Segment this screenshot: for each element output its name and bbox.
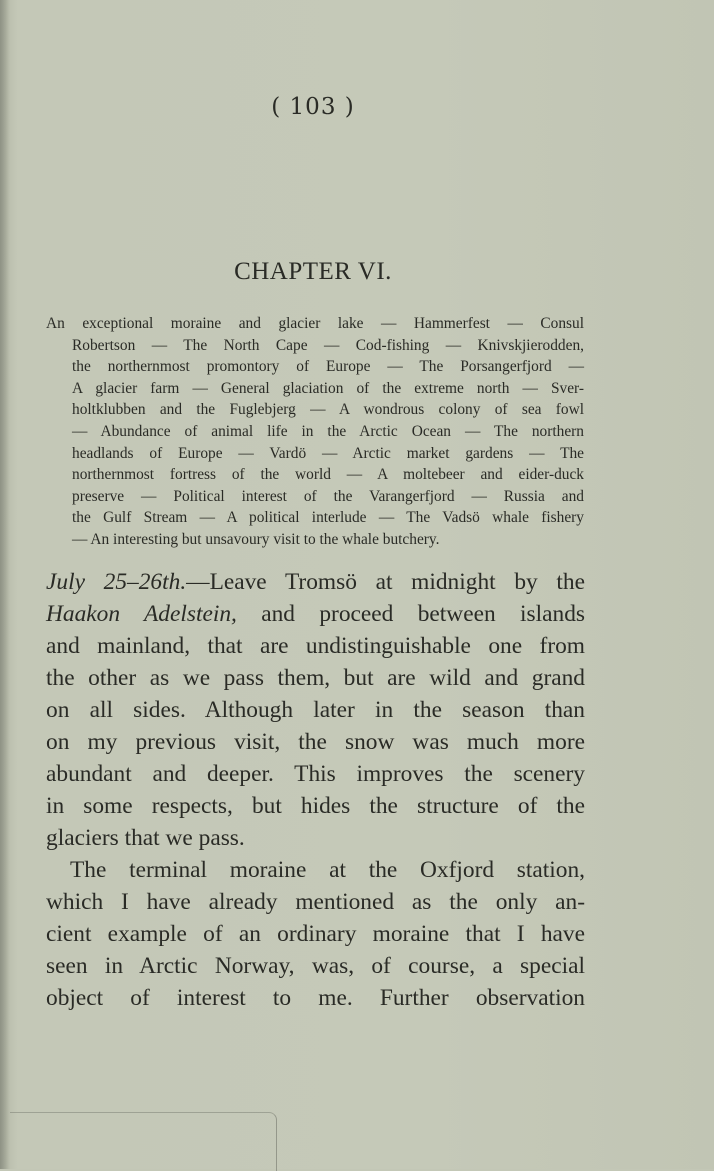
summary-line: northernmost fortress of the world — A moltebeer and eider-duck	[72, 466, 584, 484]
chapter-summary	[46, 313, 584, 551]
body-line: on all sides. Although later in the season than	[46, 697, 585, 723]
body-line-text: —Leave Tromsö at midnight by the	[186, 569, 585, 595]
summary-line: Robertson — The North Cape — Cod-fishing — Knivskjierodden,	[72, 336, 584, 354]
body-line: The terminal moraine at the Oxfjord station,	[70, 857, 585, 883]
body-line: seen in Arctic Norway, was, of course, a special	[46, 953, 585, 979]
body-line: object of interest to me. Further observation	[46, 985, 585, 1011]
page-corner-mark	[10, 1112, 277, 1171]
ship-name: Haakon Adelstein,	[46, 601, 237, 627]
body-line: cient example of an ordinary moraine that I have	[46, 921, 585, 947]
entry-date: July 25–26th.	[46, 569, 187, 595]
body-line: in some respects, but hides the structure of the	[46, 793, 585, 819]
page-number: ( 103 )	[271, 94, 355, 120]
body-line: and mainland, that are undistinguishable one from	[46, 633, 585, 659]
summary-line: the northernmost promontory of Europe — The Porsangerfjord —	[72, 358, 584, 376]
spine-shadow	[0, 0, 10, 1169]
body-line	[46, 598, 585, 630]
body-line: glaciers that we pass.	[46, 825, 245, 851]
body-text	[46, 566, 585, 1014]
summary-line: An exceptional moraine and glacier lake — Hammerfest — Consul	[46, 315, 584, 332]
body-line-text: and proceed between islands	[236, 601, 585, 627]
chapter-title: CHAPTER VI.	[234, 258, 392, 285]
summary-line: A glacier farm — General glaciation of the extreme north — Sver-	[72, 379, 584, 397]
summary-line: the Gulf Stream — A political interlude — The Vadsö whale fishery	[72, 509, 584, 527]
summary-line: holtklubben and the Fuglebjerg — A wondrous colony of sea fowl	[72, 401, 584, 419]
summary-line: — An interesting but unsavoury visit to the whale butchery.	[72, 530, 440, 548]
body-line: which I have already mentioned as the only an-	[46, 889, 585, 915]
summary-line: preserve — Political interest of the Varangerfjord — Russia and	[72, 487, 584, 505]
body-line: on my previous visit, the snow was much more	[46, 729, 585, 755]
body-line: abundant and deeper. This improves the scenery	[46, 761, 585, 787]
body-line: the other as we pass them, but are wild and grand	[46, 665, 585, 691]
body-line	[46, 566, 585, 598]
summary-line: headlands of Europe — Vardö — Arctic market gardens — The	[72, 444, 584, 462]
summary-line: — Abundance of animal life in the Arctic Ocean — The northern	[72, 422, 584, 440]
